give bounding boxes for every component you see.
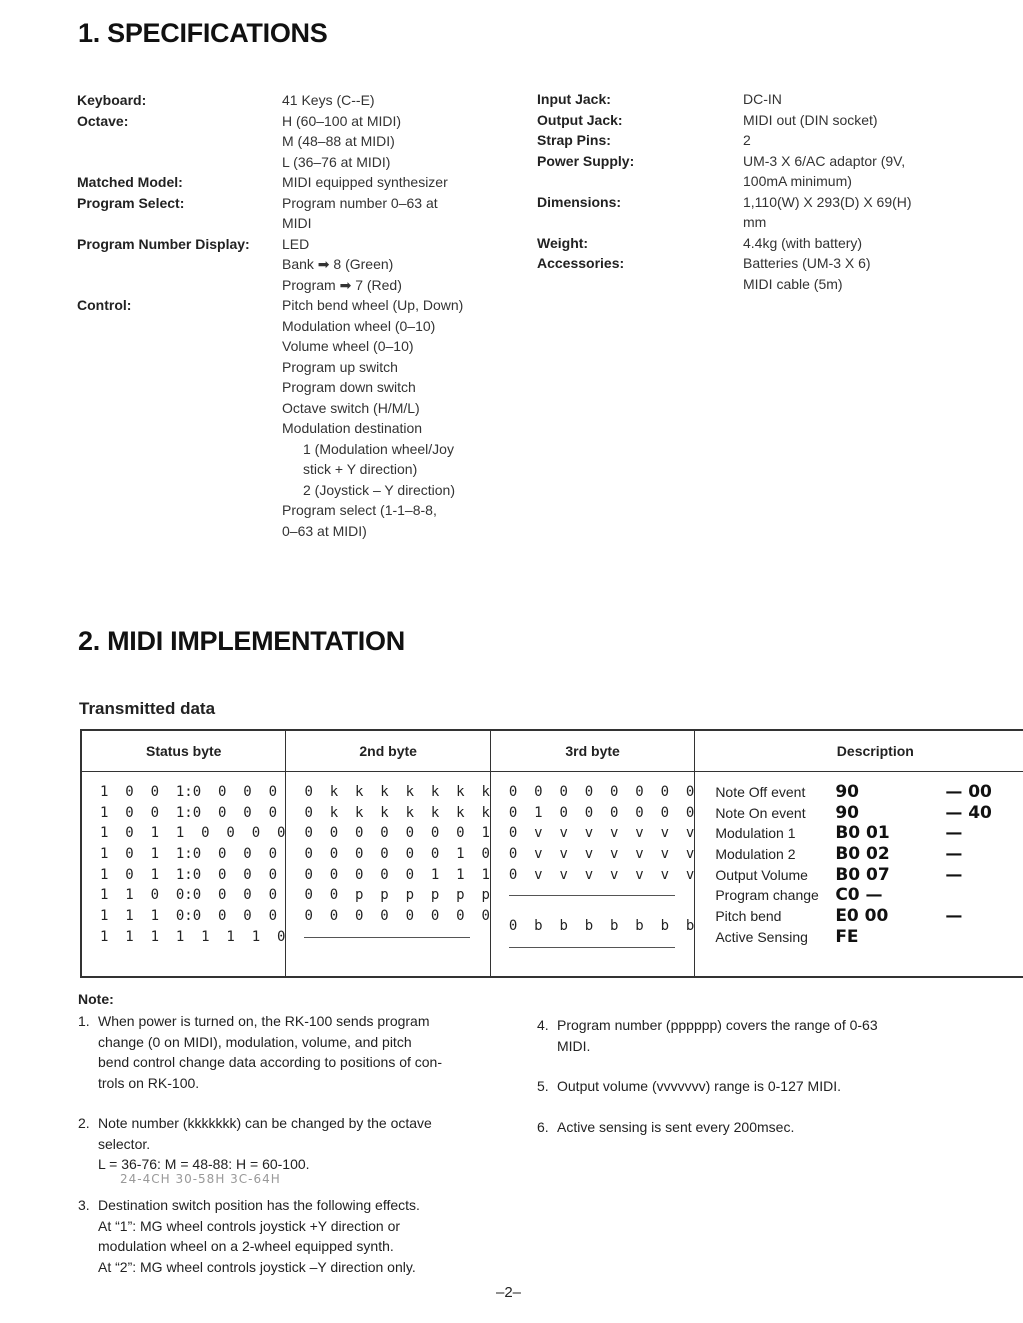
handwritten-hex: 90 xyxy=(835,802,859,823)
handwritten-tail: — xyxy=(945,844,963,865)
note-line: selector. xyxy=(98,1135,151,1152)
description-name: Output Volume xyxy=(715,866,808,883)
bit-row: 0 0 0 0 0 0 0 0 xyxy=(508,784,695,800)
handwritten-hex: 90 xyxy=(835,782,859,802)
description-name: Active Sensing xyxy=(715,928,808,945)
spec-value: Modulation destination xyxy=(282,420,423,436)
section-specifications-heading: 1. SPECIFICATIONS xyxy=(78,18,328,48)
spec-value: Program up switch xyxy=(282,358,398,375)
spec-label: Power Supply: xyxy=(537,152,635,169)
header-3rd-byte: 3rd byte xyxy=(490,730,694,772)
description-name: Note On event xyxy=(715,804,806,821)
bit-row: 1 1 1 0:0 0 0 0 xyxy=(100,908,278,925)
bit-row: 1 0 0 1:0 0 0 0 xyxy=(100,784,278,800)
bit-row: 1 1 1 1 1 1 1 0 xyxy=(100,928,286,945)
handwritten-tail xyxy=(945,927,1023,948)
description-row xyxy=(715,844,1023,865)
note-line: At “1”: MG wheel controls joystick +Y direction or xyxy=(98,1217,401,1234)
description-row xyxy=(715,865,1023,886)
bit-row: 0 v v v v v v v xyxy=(508,846,695,863)
description-row xyxy=(715,927,1023,948)
note-line: At “2”: MG wheel controls joystick –Y direction only. xyxy=(98,1258,416,1275)
handwritten-tail: — xyxy=(945,906,963,927)
spec-label: Weight: xyxy=(537,234,589,251)
empty-dash xyxy=(509,895,675,917)
bit-row xyxy=(509,895,694,916)
spec-value: 2 (Joystick – Y direction) xyxy=(303,481,455,498)
spec-label: Octave: xyxy=(77,112,129,129)
bit-row: 0 v v v v v v v xyxy=(508,866,695,883)
handwritten-hex: B0 07 xyxy=(835,864,890,885)
description-name: Modulation 1 xyxy=(715,825,796,842)
spec-value: mm xyxy=(743,214,767,230)
header-status-byte: Status byte xyxy=(81,730,286,772)
note-number: 2. xyxy=(78,1115,90,1131)
bit-row: 0 0 0 0 0 0 0 1 xyxy=(304,825,490,842)
spec-value: 1 (Modulation wheel/Joy xyxy=(303,440,454,457)
spec-label: Input Jack: xyxy=(537,91,611,107)
handwritten-annotation: 24-4CH 30-58H 3C-64H xyxy=(120,1172,281,1186)
bit-row: 0 1 0 0 0 0 0 0 xyxy=(508,804,695,821)
empty-dash xyxy=(304,937,470,959)
note-line: When power is turned on, the RK-100 sends program xyxy=(98,1013,430,1029)
bit-row: 1 0 1 1:0 0 0 0 xyxy=(100,866,278,883)
section-midi-heading: 2. MIDI IMPLEMENTATION xyxy=(78,626,405,656)
spec-value: 2 xyxy=(743,132,751,148)
spec-label: Strap Pins: xyxy=(537,132,611,148)
spec-label: Keyboard: xyxy=(77,92,147,108)
second-byte-column xyxy=(304,782,489,958)
bit-row: 0 0 p p p p p p xyxy=(304,887,490,904)
spec-value: Program ➡ 7 (Red) xyxy=(282,276,402,293)
description-row xyxy=(715,782,1023,803)
note-line: Destination switch position has the following effects. xyxy=(98,1197,420,1213)
page-number: –2– xyxy=(496,1284,522,1301)
spec-label: Output Jack: xyxy=(537,111,623,128)
description-column xyxy=(715,782,1023,948)
spec-value: Bank ➡ 8 (Green) xyxy=(282,256,394,272)
bit-row: 0 0 0 0 0 1 1 1 xyxy=(304,866,490,883)
bit-row: 0 k k k k k k k xyxy=(304,784,490,800)
note-title: Note: xyxy=(78,991,114,1007)
description-row xyxy=(715,906,1023,927)
header-description: Description xyxy=(695,730,1023,772)
spec-value: MIDI out (DIN socket) xyxy=(743,111,878,128)
handwritten-tail xyxy=(945,885,1023,906)
note-line: modulation wheel on a 2-wheel equipped synth. xyxy=(98,1238,394,1255)
description-row xyxy=(715,803,1023,824)
spec-value: 4.4kg (with battery) xyxy=(743,234,863,251)
spec-value: Pitch bend wheel (Up, Down) xyxy=(282,297,464,313)
spec-value: MIDI cable (5m) xyxy=(743,275,843,292)
spec-value: MIDI equipped synthesizer xyxy=(282,174,448,190)
description-name: Pitch bend xyxy=(715,908,782,925)
spec-value: 1,110(W) X 293(D) X 69(H) xyxy=(743,193,912,210)
spec-value: H (60–100 at MIDI) xyxy=(282,112,402,129)
spec-label: Matched Model: xyxy=(77,174,183,190)
note-number: 1. xyxy=(78,1013,90,1029)
handwritten-hex: E0 00 xyxy=(835,906,889,927)
header-2nd-byte: 2nd byte xyxy=(286,730,490,772)
bit-row: 1 0 0 1:0 0 0 0 xyxy=(100,804,278,821)
spec-value: Volume wheel (0–10) xyxy=(282,338,414,354)
note-line: Output volume (vvvvvvv) range is 0-127 MIDI. xyxy=(557,1078,841,1094)
spec-value: 0–63 at MIDI) xyxy=(282,522,367,539)
bit-row: 0 k k k k k k k xyxy=(304,804,490,821)
note-line: L = 36-76: M = 48-88: H = 60-100. xyxy=(98,1156,310,1173)
note-number: 6. xyxy=(537,1119,549,1135)
spec-value: Program select (1-1–8-8, xyxy=(282,502,437,518)
handwritten-hex: FE xyxy=(835,926,859,947)
bit-row: 1 0 1 1 0 0 0 0 xyxy=(100,825,286,842)
bit-row: 1 0 1 1:0 0 0 0 xyxy=(100,846,278,863)
spec-value: DC-IN xyxy=(743,91,782,107)
note-line: Note number (kkkkkkk) can be changed by the octave xyxy=(98,1115,432,1131)
transmitted-data-subheading: Transmitted data xyxy=(79,699,216,718)
handwritten-tail: — xyxy=(945,864,963,885)
third-byte-column xyxy=(509,782,694,968)
spec-value: Octave switch (H/M/L) xyxy=(282,399,420,416)
handwritten-hex: B0 01 xyxy=(835,823,890,844)
spec-value: M (48–88 at MIDI) xyxy=(282,133,395,149)
description-row xyxy=(715,885,1023,906)
note-line: Program number (pppppp) covers the range of 0-63 xyxy=(557,1017,878,1033)
bit-row: 0 v v v v v v v xyxy=(508,825,695,842)
note-line: MIDI. xyxy=(557,1037,591,1054)
spec-label: Control: xyxy=(77,297,132,313)
description-name: Note Off event xyxy=(715,784,806,800)
empty-dash xyxy=(509,947,675,969)
description-row xyxy=(715,823,1023,844)
handwritten-tail: — xyxy=(945,823,963,844)
bit-row: 0 0 0 0 0 0 0 0 xyxy=(304,908,490,925)
bit-row xyxy=(304,937,489,958)
note-number: 3. xyxy=(78,1197,90,1213)
spec-value: stick + Y direction) xyxy=(303,461,418,477)
note-line: bend control change data according to positions of con- xyxy=(98,1054,443,1071)
handwritten-hex: C0 — xyxy=(835,885,883,906)
handwritten-tail: — 00 xyxy=(945,782,992,802)
note-number: 4. xyxy=(537,1017,549,1033)
handwritten-hex: B0 02 xyxy=(835,844,890,865)
spec-value: L (36–76 at MIDI) xyxy=(282,153,391,170)
status-byte-column xyxy=(100,782,285,948)
spec-value: 100mA minimum) xyxy=(743,173,852,189)
spec-label: Program Select: xyxy=(77,194,185,211)
note-line: trols on RK-100. xyxy=(98,1074,200,1091)
spec-value: 41 Keys (C--E) xyxy=(282,92,375,108)
spec-label: Dimensions: xyxy=(537,193,622,210)
midi-transmitted-table xyxy=(80,729,1023,978)
spec-value: UM-3 X 6/AC adaptor (9V, xyxy=(743,152,906,169)
note-line: change (0 on MIDI), modulation, volume, and pitch xyxy=(98,1033,412,1050)
note-line: Active sensing is sent every 200msec. xyxy=(557,1119,795,1135)
spec-label: Program Number Display: xyxy=(77,235,250,252)
spec-label: Accessories: xyxy=(537,255,625,271)
handwritten-tail: — 40 xyxy=(945,802,992,823)
description-name: Program change xyxy=(715,887,819,904)
bit-row: 0 b b b b b b b xyxy=(508,918,695,935)
bit-row: 1 1 0 0:0 0 0 0 xyxy=(100,887,278,904)
spec-value: LED xyxy=(282,235,310,252)
spec-value: Modulation wheel (0–10) xyxy=(282,317,436,334)
bit-row: 0 0 0 0 0 0 1 0 xyxy=(304,846,490,863)
spec-value: Program down switch xyxy=(282,379,416,395)
spec-value: Program number 0–63 at xyxy=(282,194,438,211)
bit-row xyxy=(509,947,694,968)
spec-value: MIDI xyxy=(282,215,312,231)
description-name: Modulation 2 xyxy=(715,846,796,863)
spec-value: Batteries (UM-3 X 6) xyxy=(743,255,871,271)
note-number: 5. xyxy=(537,1078,549,1094)
